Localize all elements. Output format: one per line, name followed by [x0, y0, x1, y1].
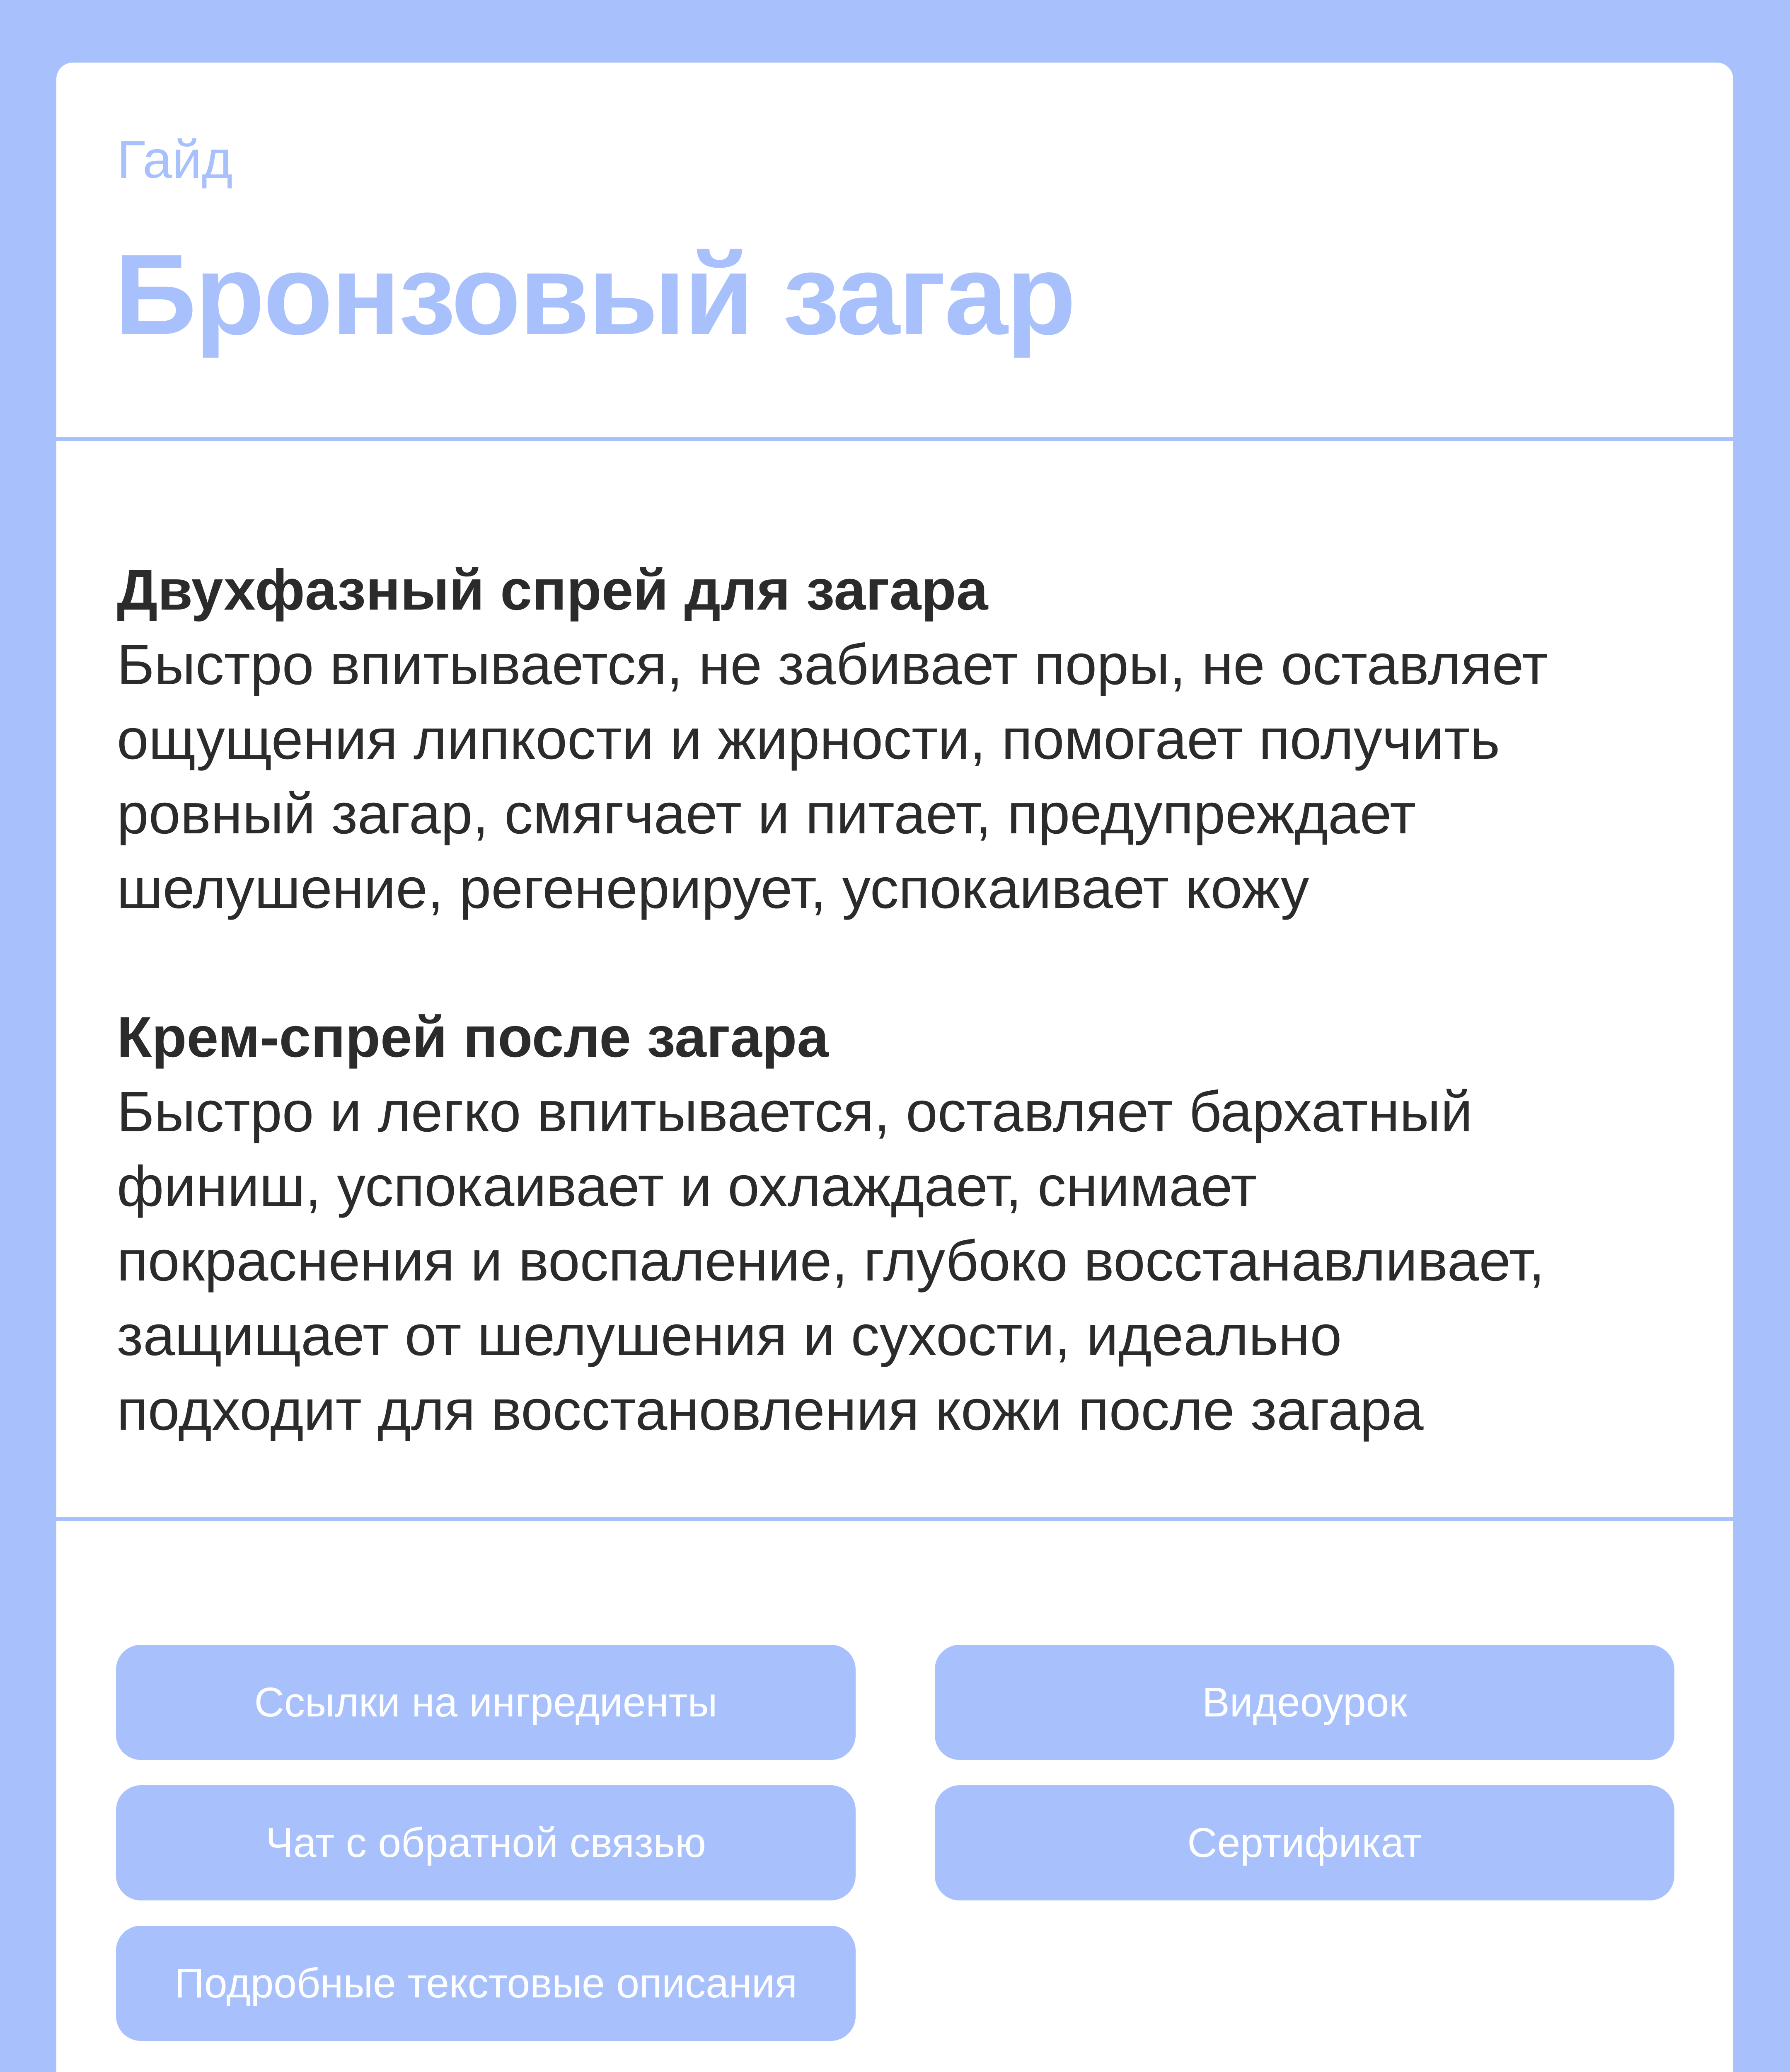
description-line: шелушение, регенерирует, успокаивает кожу — [117, 857, 1309, 920]
product-section-aftersun — [117, 1000, 1712, 1447]
ingredients-links-button[interactable]: Ссылки на ингредиенты — [116, 1645, 856, 1760]
text-descriptions-button[interactable]: Подробные текстовые описания — [116, 1926, 856, 2041]
divider-top — [56, 437, 1733, 441]
product-description — [117, 1075, 1712, 1447]
guide-label: Гайд — [117, 130, 233, 189]
video-lesson-button[interactable]: Видеоурок — [935, 1645, 1674, 1760]
description-line: Быстро и легко впитывается, оставляет бархатный — [117, 1080, 1473, 1144]
page-title: Бронзовый загар — [114, 231, 1074, 358]
description-line: ощущения липкости и жирности, помогает получить — [117, 707, 1500, 771]
product-heading: Крем-спрей после загара — [117, 1005, 829, 1069]
description-line: покраснения и воспаление, глубоко восстанавливает, — [117, 1229, 1545, 1293]
certificate-button[interactable]: Сертификат — [935, 1785, 1674, 1900]
feedback-chat-button[interactable]: Чат с обратной связью — [116, 1785, 856, 1900]
description-line: ровный загар, смягчает и питает, предупреждает — [117, 782, 1416, 846]
description-line: финиш, успокаивает и охлаждает, снимает — [117, 1155, 1257, 1218]
description-line: Быстро впитывается, не забивает поры, не оставляет — [117, 633, 1548, 697]
description-line: защищает от шелушения и сухости, идеально — [117, 1304, 1342, 1368]
product-heading: Двухфазный спрей для загара — [117, 558, 988, 622]
guide-card — [56, 63, 1733, 2072]
divider-bottom — [56, 1517, 1733, 1521]
product-section-spray — [117, 553, 1712, 926]
description-line: подходит для восстановления кожи после загара — [117, 1378, 1424, 1442]
product-description — [117, 627, 1712, 926]
